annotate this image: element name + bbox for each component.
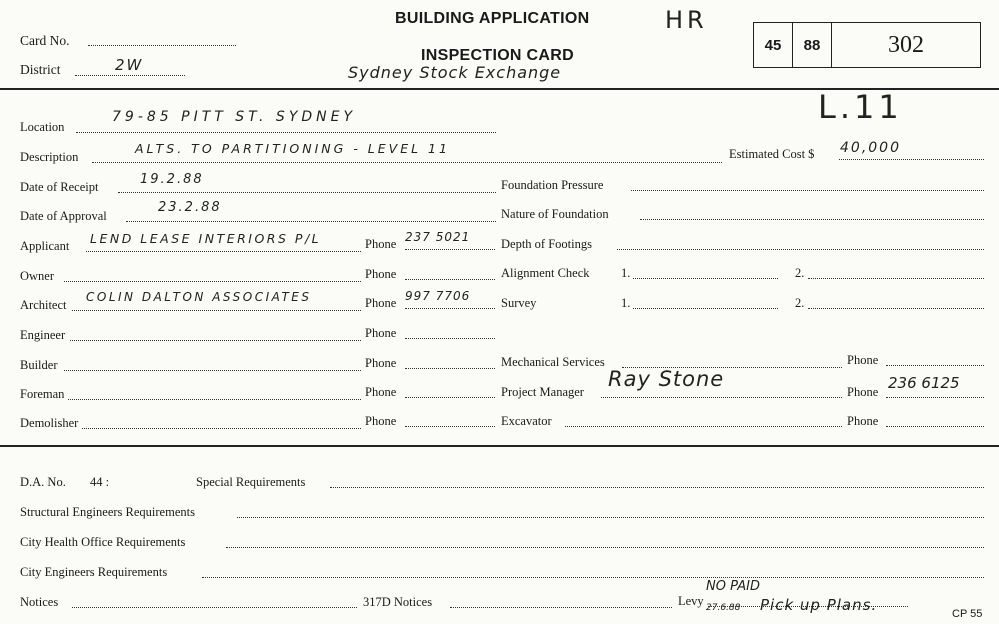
survey-label: Survey (501, 296, 537, 310)
engineer-phone-field[interactable] (405, 338, 495, 339)
builder-label: Builder (20, 358, 58, 372)
builder-field[interactable] (64, 370, 361, 371)
date-approval-label: Date of Approval (20, 209, 107, 223)
architect-value: COLIN DALTON ASSOCIATES (86, 290, 312, 304)
owner-field[interactable] (64, 281, 361, 282)
survey-num-2: 2. (795, 296, 805, 310)
architect-phone-field[interactable] (405, 308, 495, 309)
initials: HR (665, 6, 708, 34)
date-receipt-label: Date of Receipt (20, 180, 99, 194)
structural-requirements-label: Structural Engineers Requirements (20, 505, 195, 519)
estimated-cost-value: 40,000 (840, 140, 901, 156)
notices-field[interactable] (72, 607, 357, 608)
alignment-check-label: Alignment Check (501, 266, 590, 280)
location-value: 79-85 PITT ST. SYDNEY (112, 109, 357, 125)
handwritten-site-name: Sydney Stock Exchange (348, 63, 562, 82)
survey-num-1: 1. (621, 296, 631, 310)
excavator-label: Excavator (501, 414, 552, 428)
owner-label: Owner (20, 269, 55, 283)
project-manager-phone-label: Phone (847, 385, 879, 399)
levy-date: 27.6.88 (706, 603, 741, 613)
da-no-label: D.A. No. (20, 475, 66, 489)
level-note: L.11 (818, 88, 903, 126)
engineer-label: Engineer (20, 328, 66, 342)
architect-phone-value: 997 7706 (405, 289, 471, 303)
applicant-phone-value: 237 5021 (405, 230, 471, 244)
ref-box-1: 45 (753, 22, 793, 68)
foreman-phone-field[interactable] (405, 397, 495, 398)
form-code: CP 55 (952, 608, 983, 620)
owner-phone-field[interactable] (405, 279, 495, 280)
project-manager-value: Ray Stone (608, 367, 725, 391)
date-approval-field[interactable] (126, 221, 496, 222)
city-engineers-label: City Engineers Requirements (20, 565, 168, 579)
date-approval-value: 23.2.88 (158, 200, 222, 215)
excavator-field[interactable] (565, 426, 842, 427)
demolisher-label: Demolisher (20, 416, 79, 430)
depth-footings-label: Depth of Footings (501, 237, 592, 251)
foreman-phone-label: Phone (365, 385, 397, 399)
notices-317d-field[interactable] (450, 607, 672, 608)
special-requirements-field[interactable] (330, 487, 984, 488)
location-label: Location (20, 120, 65, 134)
description-value: ALTS. TO PARTITIONING - LEVEL 11 (135, 141, 450, 156)
excavator-phone-field[interactable] (886, 426, 984, 427)
demolisher-phone-label: Phone (365, 414, 397, 428)
notices-label: Notices (20, 595, 59, 609)
special-requirements-label: Special Requirements (196, 475, 306, 489)
engineer-field[interactable] (70, 340, 361, 341)
architect-label: Architect (20, 298, 67, 312)
nature-foundation-label: Nature of Foundation (501, 207, 609, 221)
foreman-label: Foreman (20, 387, 65, 401)
district-label: District (20, 62, 61, 77)
da-no-value: 44 : (90, 475, 110, 489)
depth-footings-field[interactable] (617, 249, 984, 250)
engineer-phone-label: Phone (365, 326, 397, 340)
card-no-label: Card No. (20, 33, 70, 48)
description-field[interactable] (92, 162, 722, 163)
district-field[interactable] (75, 75, 185, 76)
notices-317d-label: 317D Notices (363, 595, 433, 609)
architect-phone-label: Phone (365, 296, 397, 310)
structural-requirements-field[interactable] (237, 517, 984, 518)
city-engineers-field[interactable] (202, 577, 984, 578)
applicant-field[interactable] (86, 251, 361, 252)
applicant-value: LEND LEASE INTERIORS P/L (90, 231, 322, 246)
alignment-field-2[interactable] (808, 278, 984, 279)
mechanical-label: Mechanical Services (501, 355, 605, 369)
district-value: 2W (115, 56, 144, 74)
card-number: 302 (831, 22, 981, 68)
project-manager-phone-field[interactable] (886, 397, 984, 398)
nature-foundation-field[interactable] (640, 219, 984, 220)
excavator-phone-label: Phone (847, 414, 879, 428)
applicant-phone-field[interactable] (405, 249, 495, 250)
form-subtitle: INSPECTION CARD (421, 47, 574, 64)
builder-phone-field[interactable] (405, 368, 495, 369)
architect-field[interactable] (72, 310, 361, 311)
ref-box-2: 88 (792, 22, 832, 68)
applicant-label: Applicant (20, 239, 70, 253)
location-field[interactable] (76, 132, 496, 133)
details-divider (0, 445, 999, 447)
applicant-phone-label: Phone (365, 237, 397, 251)
estimated-cost-label: Estimated Cost $ (729, 147, 815, 161)
demolisher-field[interactable] (82, 428, 361, 429)
date-receipt-value: 19.2.88 (140, 172, 204, 187)
survey-field-2[interactable] (808, 308, 984, 309)
health-requirements-label: City Health Office Requirements (20, 535, 186, 549)
levy-label: Levy (678, 594, 704, 608)
alignment-field-1[interactable] (633, 278, 778, 279)
mechanical-phone-label: Phone (847, 353, 879, 367)
form-title: BUILDING APPLICATION (395, 10, 590, 27)
mechanical-phone-field[interactable] (886, 365, 984, 366)
estimated-cost-field[interactable] (839, 159, 984, 160)
foreman-field[interactable] (68, 399, 361, 400)
owner-phone-label: Phone (365, 267, 397, 281)
project-manager-phone-value: 236 6125 (888, 374, 960, 392)
health-requirements-field[interactable] (226, 547, 984, 548)
survey-field-1[interactable] (633, 308, 778, 309)
levy-note: Pick up Plans. (760, 596, 878, 614)
alignment-num-2: 2. (795, 266, 805, 280)
project-manager-field[interactable] (601, 397, 842, 398)
foundation-pressure-label: Foundation Pressure (501, 178, 604, 192)
levy-value: NO PAID (706, 579, 761, 594)
foundation-pressure-field[interactable] (631, 190, 984, 191)
alignment-num-1: 1. (621, 266, 631, 280)
project-manager-label: Project Manager (501, 385, 584, 399)
card-no-field[interactable] (88, 45, 236, 46)
builder-phone-label: Phone (365, 356, 397, 370)
demolisher-phone-field[interactable] (405, 426, 495, 427)
description-label: Description (20, 150, 79, 164)
date-receipt-field[interactable] (118, 192, 496, 193)
